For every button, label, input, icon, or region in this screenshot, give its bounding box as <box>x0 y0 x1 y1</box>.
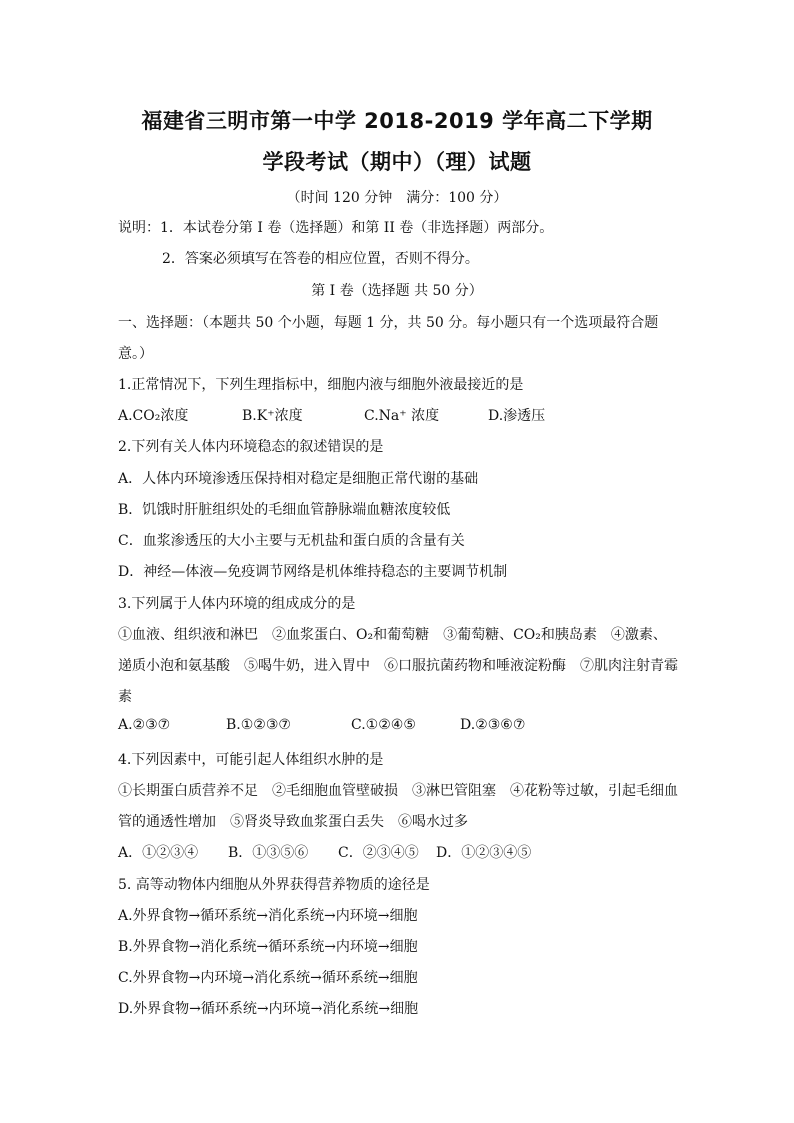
question-1-option-a: A.CO₂浓度 <box>118 408 189 424</box>
question-2-option-b: B．饥饿时肝脏组织处的毛细血管静脉端血糖浓度较低 <box>118 502 451 518</box>
question-5-option-a: A.外界食物→循环系统→消化系统→内环境→细胞 <box>118 908 418 924</box>
question-5-option-c: C.外界食物→内环境→消化系统→循环系统→细胞 <box>118 970 418 986</box>
question-4-option-c: C．②③④⑤ <box>338 845 419 861</box>
question-4-items-line1: ①长期蛋白质营养不足 ②毛细胞血管壁破损 ③淋巴管阻塞 ④花粉等过敏，引起毛细血 <box>118 783 678 799</box>
question-2-stem: 2.下列有关人体内环境稳态的叙述错误的是 <box>118 439 384 455</box>
question-3-option-b: B.①②③⑦ <box>226 717 291 733</box>
question-4-option-d: D．①②③④⑤ <box>436 845 532 861</box>
question-2-option-c: C．血浆渗透压的大小主要与无机盐和蛋白质的含量有关 <box>118 533 465 549</box>
question-4-stem: 4.下列因素中，可能引起人体组织水肿的是 <box>118 752 384 768</box>
question-3-option-a: A.②③⑦ <box>118 717 171 733</box>
note-line-1: 说明：1．本试卷分第 I 卷（选择题）和第 II 卷（非选择题）两部分。 <box>118 220 554 236</box>
question-1-option-b: B.K⁺浓度 <box>242 408 303 424</box>
exam-title-line1: 福建省三明市第一中学 2018-2019 学年高二下学期 <box>141 109 653 133</box>
question-3-stem: 3.下列属于人体内环境的组成成分的是 <box>118 596 356 612</box>
question-2-option-a: A．人体内环境渗透压保持相对稳定是细胞正常代谢的基础 <box>118 471 479 487</box>
question-4-items-line2: 管的通透性增加 ⑤肾炎导致血浆蛋白丢失 ⑥喝水过多 <box>118 814 468 830</box>
section-intro-line2: 意。） <box>118 346 153 362</box>
note-line-2: 2．答案必须填写在答卷的相应位置，否则不得分。 <box>162 251 479 267</box>
question-4-option-b: B．①③⑤⑥ <box>228 845 309 861</box>
question-3-items-line2: 递质小泡和氨基酸 ⑤喝牛奶，进入胃中 ⑥口服抗菌药物和唾液淀粉酶 ⑦肌肉注射青霉 <box>118 658 678 674</box>
question-3-option-d: D.②③⑥⑦ <box>460 717 526 733</box>
question-3-items-line1: ①血液、组织液和淋巴 ②血浆蛋白、O₂和葡萄糖 ③葡萄糖、CO₂和胰岛素 ④激素、 <box>118 627 667 643</box>
question-5-stem: 5. 高等动物体内细胞从外界获得营养物质的途径是 <box>118 877 430 893</box>
question-5-option-b: B.外界食物→消化系统→循环系统→内环境→细胞 <box>118 939 418 955</box>
exam-title-line2: 学段考试（期中）（理）试题 <box>262 150 532 174</box>
question-3-option-c: C.①②④⑤ <box>351 717 416 733</box>
question-4-option-a: A．①②③④ <box>118 845 199 861</box>
question-1-stem: 1.正常情况下，下列生理指标中，细胞内液与细胞外液最接近的是 <box>118 377 524 393</box>
question-1-option-d: D.渗透压 <box>488 408 546 424</box>
section-heading: 第 I 卷（选择题 共 50 分） <box>311 283 483 299</box>
time-info: （时间 120 分钟 满分：100 分） <box>286 190 508 206</box>
question-2-option-d: D．神经—体液—免疫调节网络是机体维持稳态的主要调节机制 <box>118 564 508 580</box>
question-3-items-line3: 素 <box>118 689 132 705</box>
section-intro-line1: 一、选择题：（本题共 50 个小题，每题 1 分，共 50 分。每小题只有一个选项最符合题 <box>118 315 659 331</box>
question-5-option-d: D.外界食物→循环系统→内环境→消化系统→细胞 <box>118 1001 419 1017</box>
question-1-option-c: C.Na⁺ 浓度 <box>364 408 440 424</box>
